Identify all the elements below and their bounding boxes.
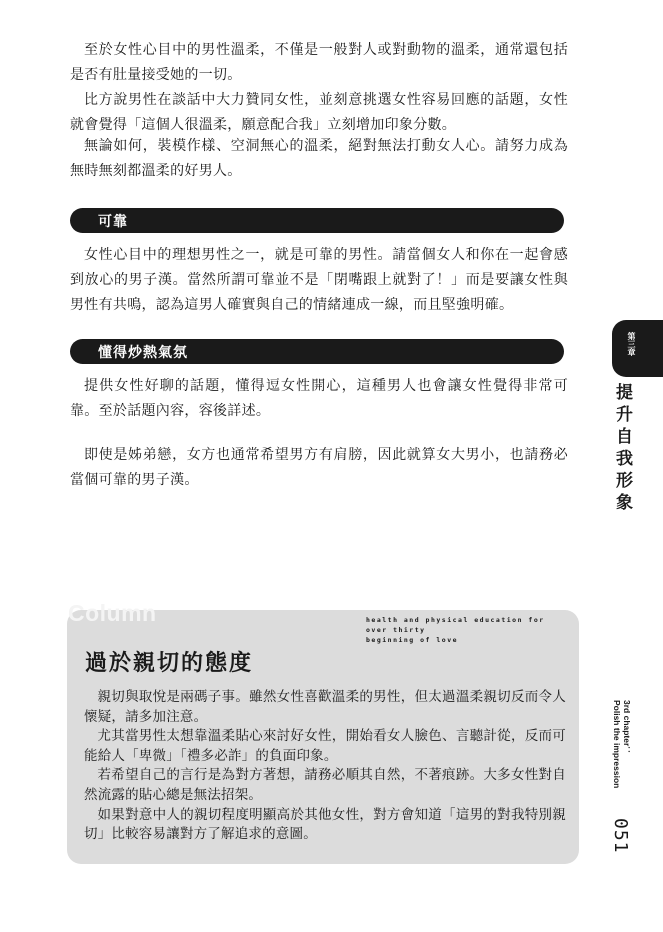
column-subtitle-line-2: beginning of love [366,636,459,644]
section-heading-text: 懂得炒熱氣氛 [98,345,188,361]
page-number: 051 [610,818,631,854]
column-paragraph-3: 若希望自己的言行是為對方著想，請務必順其自然，不著痕跡。大多女性對自然流露的貼心總是無法招架。 [84,767,566,803]
section-heading-text: 可靠 [98,214,128,230]
section2-paragraph-1: 提供女性好聊的話題，懂得逗女性開心，這種男人也會讓女性覺得非常可靠。至於話題內容，容後詳述。 [70,378,568,419]
chapter-english-line-1: 3rd chapter： [622,700,632,755]
chapter-tab-label: 第三章 [627,332,636,356]
chapter-title: 提升自我形象 [612,383,632,515]
column-body [84,688,566,845]
column-paragraph-2: 尤其當男性太想靠溫柔貼心來討好女性，開始看女人臉色、言聽計從，反而可能給人「卑微」「禮多必詐」的負面印象。 [84,728,566,764]
column-paragraph-1: 親切與取悅是兩碼子事。雖然女性喜歡溫柔的男性，但太過溫柔親切反而令人懷疑，請多加注意。 [84,689,566,725]
section-heading-atmosphere [70,339,564,364]
intro-paragraph-3: 無論如何，裝模作樣、空洞無心的溫柔，絕對無法打動女人心。請努力成為無時無刻都溫柔的好男人。 [70,138,568,179]
column-subtitle [366,615,571,645]
intro-paragraph-1: 至於女性心目中的男性溫柔，不僅是一般對人或對動物的溫柔，通常還包括是否有肚量接受她的一切。 [70,42,568,83]
column-title: 過於親切的態度 [85,651,254,676]
chapter-tab [612,320,663,377]
column-label: Column [68,600,157,626]
column-paragraph-4: 如果對意中人的親切程度明顯高於其他女性，對方會知道「這男的對我特別親切」比較容易讓對方了解追求的意圖。 [84,806,566,843]
chapter-english-title [612,700,632,788]
column-subtitle-line-1: health and physical education for over thirty [366,616,545,634]
intro-paragraph-2: 比方說男性在談話中大力贊同女性，並刻意挑選女性容易回應的話題，女性就會覺得「這個人很溫柔，願意配合我」立刻增加印象分數。 [70,92,568,133]
section1-paragraph: 女性心目中的理想男性之一，就是可靠的男性。請當個女人和你在一起會感到放心的男子漢。當然所謂可靠並不是「閉嘴跟上就對了！」而是要讓女性與男性有共鳴，認為這男人確實與自己的情緒連成一線，而且堅強明確。 [70,247,568,313]
section2-paragraph-2: 即使是姊弟戀，女方也通常希望男方有肩膀，因此就算女大男小，也請務必當個可靠的男子漢。 [70,447,568,488]
section-heading-reliable [70,208,564,233]
chapter-english-line-2: Polish the impression [612,700,622,789]
